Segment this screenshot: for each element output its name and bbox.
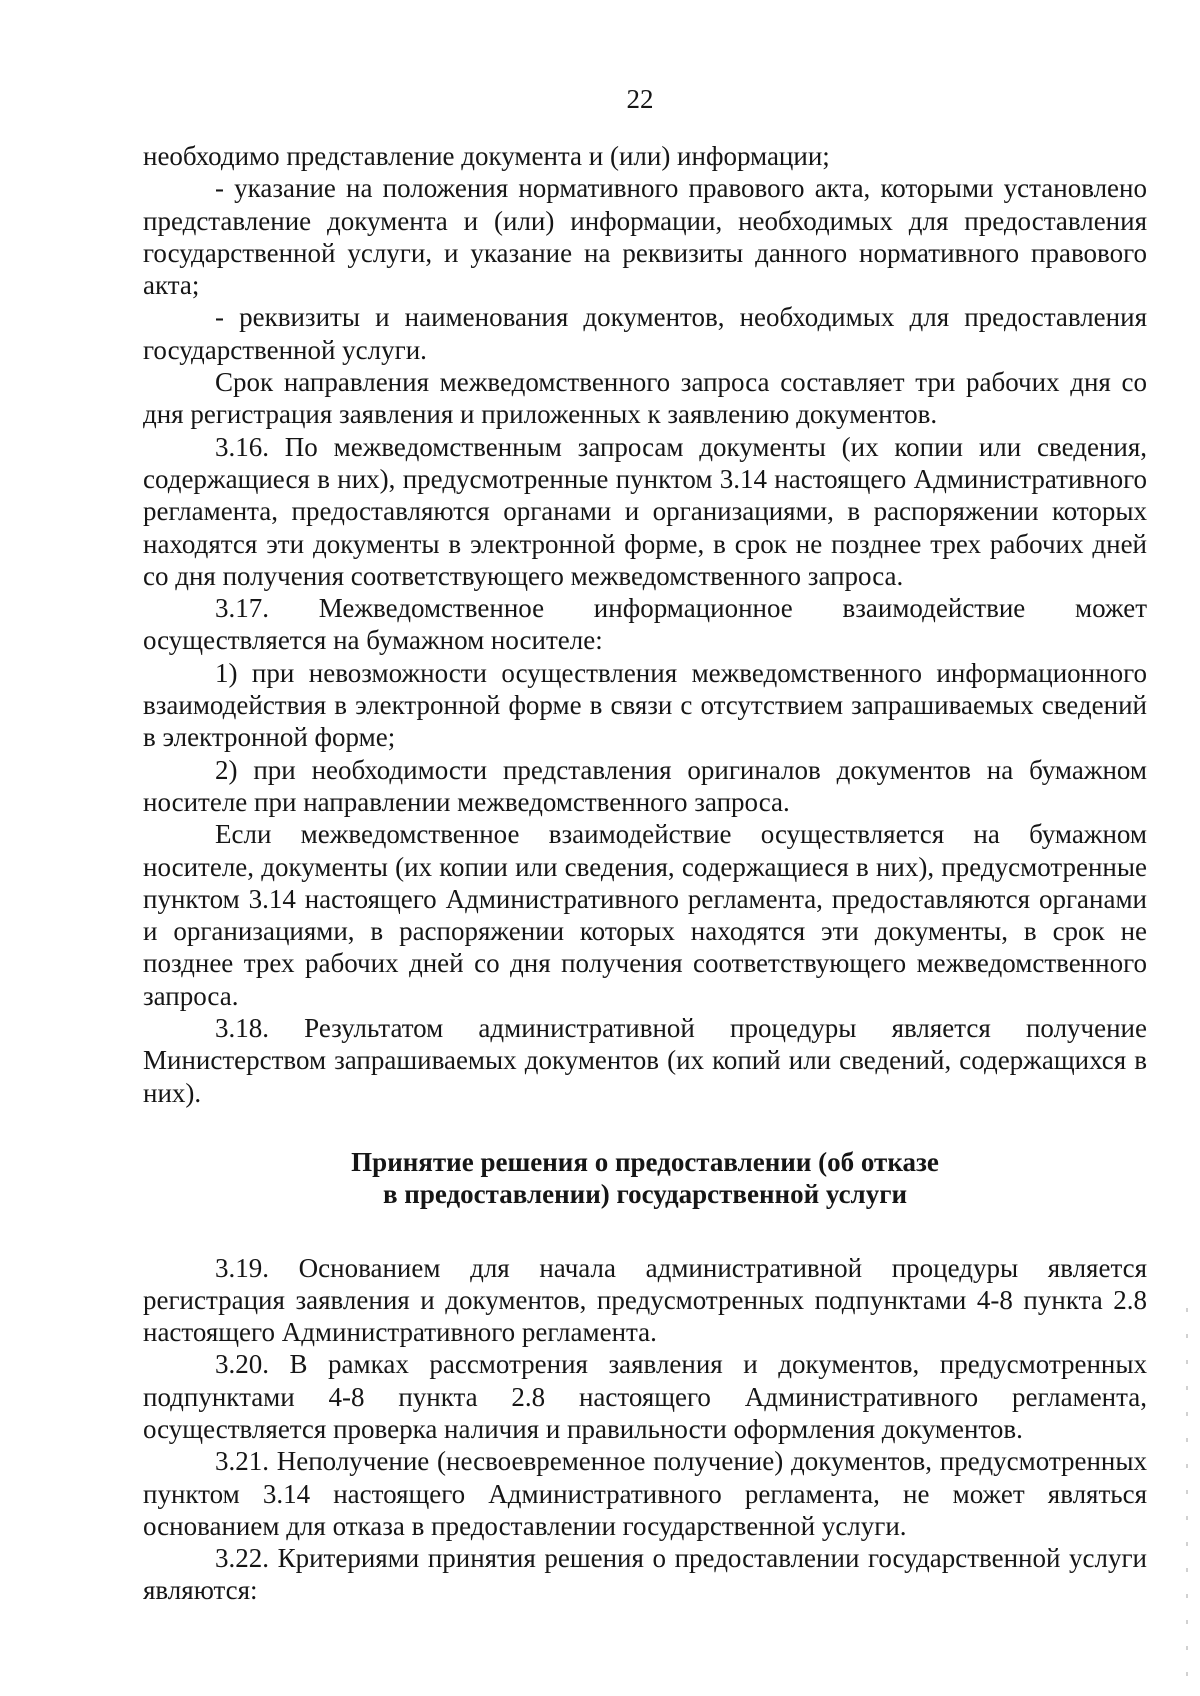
spacer <box>143 1109 1147 1146</box>
paragraph-3-16: 3.16. По межведомственным запросам документы (их копии или сведения, содержащиеся в них), предусмотренные пунктом 3.14 настоящего Административного регламента, предоставляются органами и организациями, в распоряжении которых находятся эти документы в электронной форме, в срок не позднее трех рабочих дней со дня получения соответствующего межведомственного запроса. <box>143 431 1147 591</box>
paragraph-3-17: 3.17. Межведомственное информационное взаимодействие может осуществляется на бумажном носителе: <box>143 593 1147 656</box>
document-body <box>143 140 1147 1607</box>
paragraph-item-legal-act: - указание на положения нормативного правового акта, которыми установлено представление документа и (или) информации, необходимых для предоставления государственной услуги, и указание на реквизиты данного нормативного правового акта; <box>143 173 1147 301</box>
paragraph-3-17-item-1: 1) при невозможности осуществления межведомственного информационного взаимодействия в электронной форме в связи с отсутствием запрашиваемых сведений в электронной форме; <box>143 657 1147 753</box>
section-heading-line-1: Принятие решения о предоставлении (об отказе <box>351 1146 939 1177</box>
section-heading-line-2: в предоставлении) государственной услуги <box>382 1179 908 1210</box>
paragraph-3-18: 3.18. Результатом административной процедуры является получение Министерством запрашиваемых документов (их копий или сведений, содержащихся в них). <box>143 1013 1147 1108</box>
paragraph-request-deadline: Срок направления межведомственного запроса составляет три рабочих дня со дня регистрация заявления и приложенных к заявлению документов. <box>143 367 1147 430</box>
paragraph-3-21: 3.21. Неполучение (несвоевременное получение) документов, предусмотренных пунктом 3.14 настоящего Административного регламента, не может являться основанием для отказа в предоставлении государственной услуги. <box>143 1446 1147 1541</box>
paragraph-continuation: необходимо представление документа и (или) информации; <box>143 141 830 171</box>
paragraph-paper-interaction: Если межведомственное взаимодействие осуществляется на бумажном носителе, документы (их копии или сведения, содержащиеся в них), предусмотренные пунктом 3.14 настоящего Административного регламента, предоставляются органами и организациями, в распоряжении которых находятся эти документы, в срок не позднее трех рабочих дней со дня получения соответствующего межведомственного запроса. <box>143 819 1147 1011</box>
spacer <box>143 1211 1147 1252</box>
section-heading <box>143 1146 1147 1211</box>
paragraph-3-17-item-2: 2) при необходимости представления оригиналов документов на бумажном носителе при направлении межведомственного запроса. <box>143 754 1147 817</box>
paragraph-3-22: 3.22. Критериями принятия решения о предоставлении государственной услуги являются: <box>143 1543 1147 1606</box>
paragraph-3-19: 3.19. Основанием для начала административной процедуры является регистрация заявления и документов, предусмотренных подпунктами 4-8 пункта 2.8 настоящего Административного регламента. <box>143 1252 1147 1348</box>
paragraph-item-document-details: - реквизиты и наименования документов, необходимых для предоставления государственной услуги. <box>143 302 1147 365</box>
paragraph-3-20: 3.20. В рамках рассмотрения заявления и документов, предусмотренных подпунктами 4-8 пункта 2.8 настоящего Административного регламента, осуществляется проверка наличия и правильности оформления документов. <box>143 1349 1147 1444</box>
scan-edge-marks <box>1186 1308 1188 1688</box>
page-number: 22 <box>626 84 654 114</box>
